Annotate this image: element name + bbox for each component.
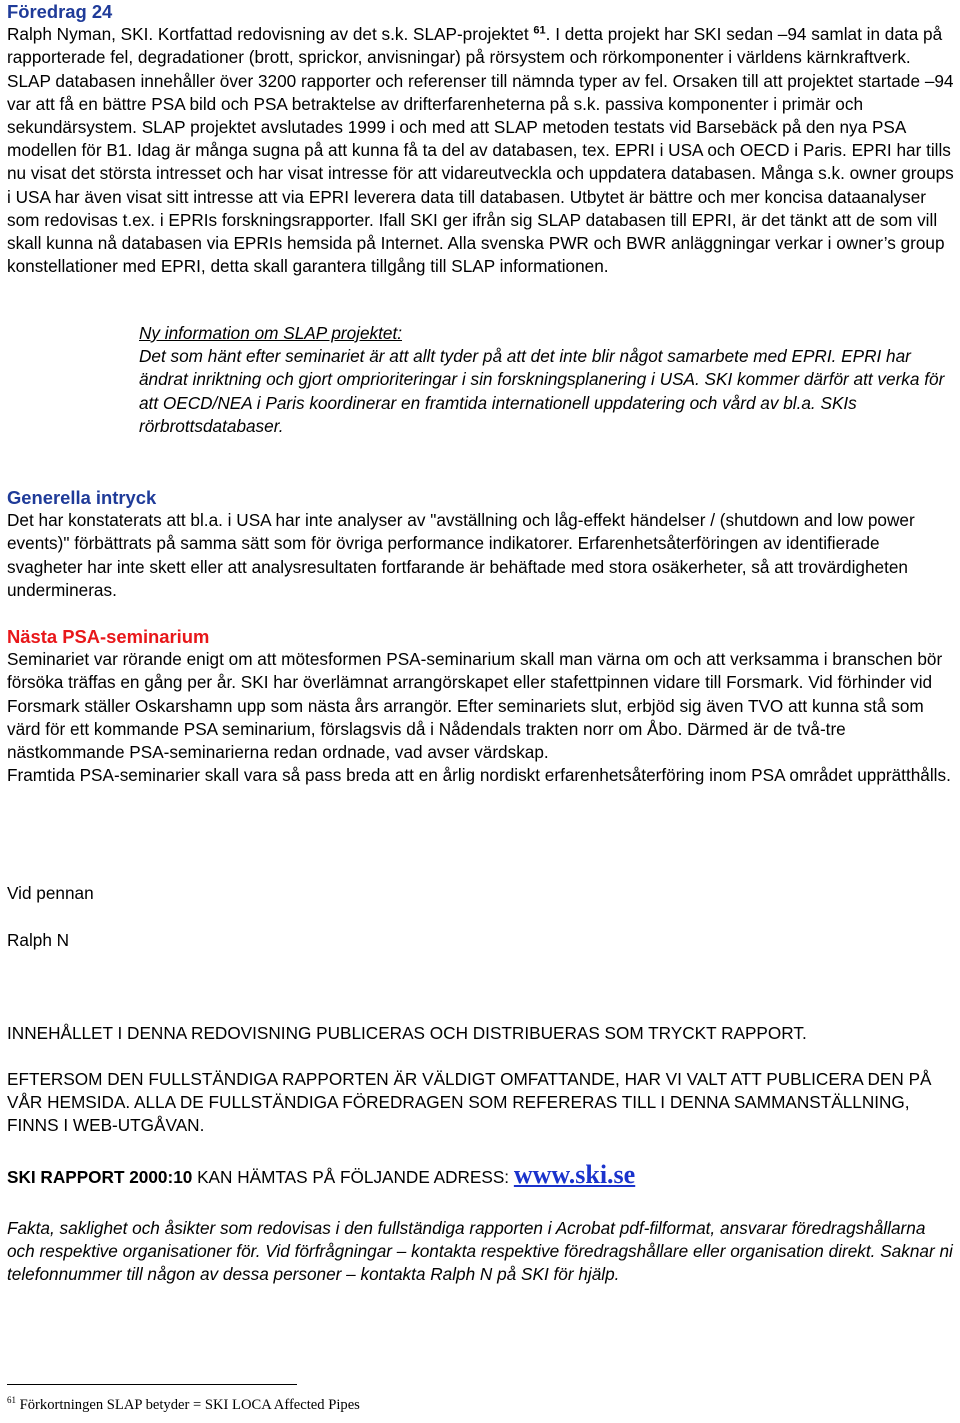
new-info-block (7, 322, 957, 438)
footnote-text: Förkortningen SLAP betyder = SKI LOCA Affected Pipes (16, 1397, 360, 1413)
ski-website-link[interactable]: www.ski.se (513, 1160, 636, 1189)
next-seminar-text2: Framtida PSA-seminarier skall vara så pass breda att en årlig nordiskt erfarenhetsåterföring inom PSA området upprätthålls. (7, 765, 951, 786)
talk-paragraph (7, 23, 957, 278)
general-heading: Generella intryck (7, 487, 157, 508)
signoff-line1: Vid pennan (7, 883, 94, 903)
next-seminar-heading: Nästa PSA-seminarium (7, 626, 210, 647)
signoff-line2: Ralph N (7, 930, 70, 950)
notice-line1: INNEHÅLLET I DENNA REDOVISNING PUBLICERAS OCH DISTRIBUERAS SOM TRYCKT RAPPORT. (7, 1023, 807, 1043)
general-section (7, 486, 957, 602)
report-id: SKI RAPPORT 2000:10 (7, 1167, 193, 1187)
footnote (7, 1396, 360, 1414)
talk-title: Föredrag 24 (7, 1, 113, 22)
next-seminar-section (7, 625, 957, 787)
footnote-number: 61 (7, 1395, 16, 1406)
report-address-text: KAN HÄMTAS PÅ FÖLJANDE ADRESS: (192, 1167, 514, 1187)
new-info-text: Det som hänt efter seminariet är att allt tyder på att det inte blir något samarbete med EPRI. EPRI har ändrat inriktning och gjort omprioriteringar i sin forskningsplanering i USA. SKI kommer därför att verka för att OECD/NEA i Paris koordinerar en framtida internationell uppdatering och vård av bl.a. SKIs rörbrottsdatabaser. (139, 346, 945, 436)
talk-intro-b: . I detta projekt har SKI sedan –94 samlat in data på rapporterade fel, degradationer (brott, sprickor, anvisningar) på rörsystem och rörkomponenter i världens kärnkraftverk. SLAP databasen innehåller över 3200 rapporter och referenser till nämnda typer av fel. Orsaken till att projektet startade –94 var att få en bättre PSA bild och PSA betraktelse av drifterfarenheterna på s.k. passiva komponenter i primär och sekundärsystem. SLAP projektet avslutades 1999 i och med att SLAP metoden testats vid Barsebäck på den nya PSA modellen för B1. Idag är många sugna på att kunna få ta del av databasen, tex. EPRI i USA och OECD i Paris. EPRI har tills nu visat det största intresset och har visat intresse för att vidareutveckla och uppdatera databasen. Många s.k. owner groups i USA har även visat sitt intresse att via EPRI leverera data till databasen. Utbytet är bättre och mer koncisa dataanalyser som redovisas t.ex. i EPRIs forskningsrapporter. Ifall SKI ger ifrån sig SLAP databasen till EPRI, är det tänkt att de som vill skall kunna nå databasen via EPRIs hemsida på Internet. Alla svenska PWR och BWR anläggningar verkar i owner’s group konstellationer med EPRI, detta skall garantera tillgång till SLAP informationen. (7, 24, 954, 277)
talk-intro-a: Ralph Nyman, SKI. Kortfattad redovisning av det s.k. SLAP-projektet (7, 24, 534, 45)
report-address-line (7, 1160, 957, 1189)
footnote-ref[interactable]: 61 (533, 24, 546, 37)
talk-section (7, 0, 957, 278)
new-info-heading: Ny information om SLAP projektet: (139, 323, 403, 343)
footnote-divider (7, 1384, 297, 1385)
next-seminar-text: Seminariet var rörande enigt om att mötesformen PSA-seminarium skall man värna om och att verksamma i branschen bör försöka träffas en gång per år. SKI har överlämnat arrangörskapet eller stafettpinnen vidare till Forsmark. Vid förhinder vid Forsmark ställer Oskarshamn upp som nästa års arrangör. Efter seminariets slut, erbjöd sig även TVO att kunna stå som värd för ett kommande PSA seminarium, förslagsvis då i Nådendals trakten norr om Åbo. Därmed är de två-tre nästkommande PSA-seminarierna redan ordnade, vad avser värdskap. (7, 649, 943, 763)
disclaimer: Fakta, saklighet och åsikter som redovisas i den fullständiga rapporten i Acrobat pdf-filformat, ansvarar föredragshållarna och respektive organisationer för. Vid förfrågningar – kontakta respektive föredragshållare eller organisation direkt. Saknar ni telefonnummer till någon av dessa personer – kontakta Ralph N på SKI för hjälp. (7, 1218, 953, 1285)
notice-line2: EFTERSOM DEN FULLSTÄNDIGA RAPPORTEN ÄR VÄLDIGT OMFATTANDE, HAR VI VALT ATT PUBLICERA DEN PÅ VÅR HEMSIDA. ALLA DE FULLSTÄNDIGA FÖREDRAGEN SOM REFERERAS TILL I DENNA SAMMANSTÄLLNING, FINNS I WEB-UTGÅVAN. (7, 1069, 932, 1136)
general-text: Det har konstaterats att bl.a. i USA har inte analyser av "avställning och låg-effekt händelser / (shutdown and low power events)" förbättrats på samma sätt som för övriga performance indikatorer. Erfarenhetsåterföringen av identifierade svagheter har inte skett eller att analysresultaten fortfarande är behäftade med stora osäkerheter, så att trovärdigheten undermineras. (7, 510, 915, 600)
